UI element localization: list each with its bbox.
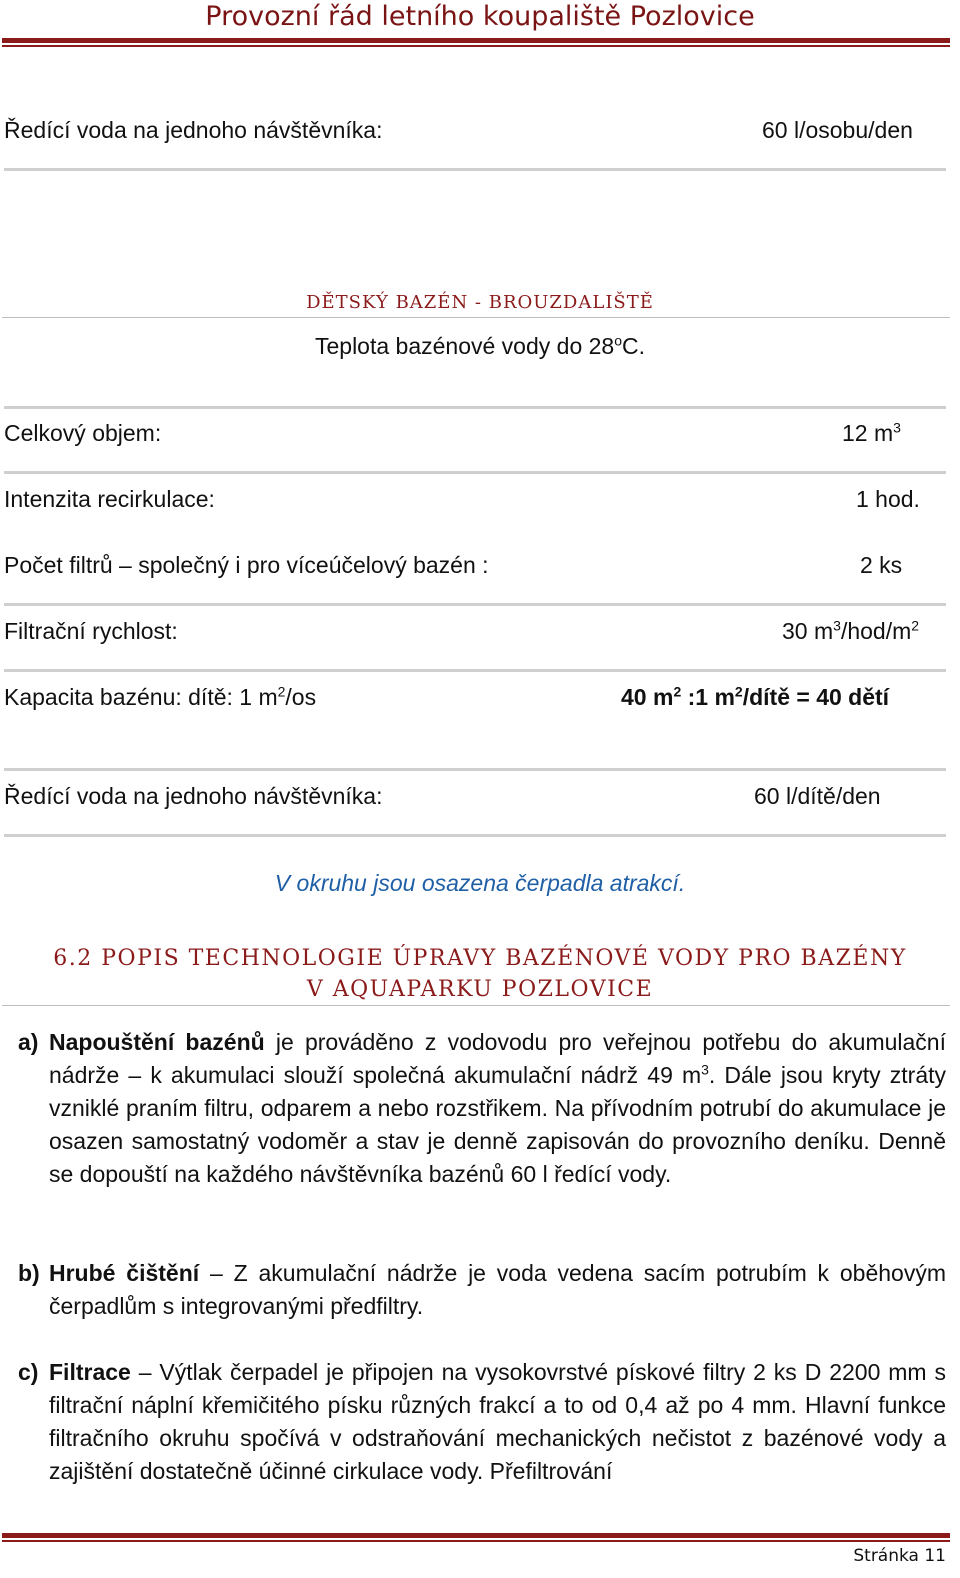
item-coarse-cleaning	[18, 1257, 946, 1323]
recirculation-label: Intenzita recirkulace:	[4, 486, 215, 512]
row-divider	[4, 168, 946, 171]
footer-rule	[2, 1533, 950, 1542]
row-divider	[4, 669, 946, 672]
row-divider	[4, 768, 946, 771]
dilution-value-kids: 60 l/dítě/den	[754, 783, 881, 809]
item-body: Filtrace – Výtlak čerpadel je připojen na vysokovrstvé pískové filtry 2 ks D 2200 mm s filtrační náplní křemičitého písku různých frakcí a to od 0,4 až po 4 mm. Hlavní funkce filtračního okruhu spočívá v odstraňování mechanických nečistot z bazénové vody a zajištění dostatečně účinné cirkulace vody. Přefiltrování	[49, 1359, 946, 1484]
row-divider	[4, 406, 946, 409]
item-filling	[18, 1026, 946, 1191]
filtration-speed-label: Filtrační rychlost:	[4, 618, 178, 644]
recirculation-value: 1 hod.	[856, 486, 920, 512]
water-temperature: Teplota bazénové vody do 28$^o$C.	[314, 332, 646, 359]
item-label: c)	[18, 1359, 39, 1385]
item-body: Hrubé čištění – Z akumulační nádrže je voda vedena sacím potrubím k oběhovým čerpadlům s integrovanými předfiltry.	[49, 1260, 946, 1319]
attractions-note: V okruhu jsou osazena čerpadla atrakcí.	[274, 870, 686, 896]
capacity-value: 40 $m^2$ :1 $m^2$/dítě = 40 dětí	[621, 683, 890, 710]
item-label: b)	[18, 1260, 40, 1286]
heading-underline	[2, 317, 950, 318]
page-header-title: Provozní řád letního koupaliště Pozlovice	[205, 1, 755, 32]
row-divider	[4, 471, 946, 474]
item-filtration	[18, 1356, 946, 1488]
volume-label: Celkový objem:	[4, 420, 162, 446]
section-underline	[2, 1005, 950, 1006]
header-rule	[2, 38, 950, 47]
filtration-speed-value: 30 $m^3/hod/m^2$	[782, 617, 920, 644]
dilution-label-top: Ředící voda na jednoho návštěvníka:	[4, 117, 383, 143]
row-divider	[4, 834, 946, 837]
dilution-label-kids: Ředící voda na jednoho návštěvníka:	[4, 783, 383, 809]
item-body: Napouštění bazénů je prováděno z vodovodu pro veřejnou potřebu do akumulační nádrže – k akumulaci slouží společná akumulační nádrž 49 $m^3$. Dále jsou kryty ztráty vzniklé praním filtru, odparem a nebo rozstřikem. Na přívodním potrubí do akumulace je osazen samostatný vodoměr a stav je denně zapisován do provozního deníku. Denně se dopouští na každého návštěvníka bazénů 60 l ředící vody.	[49, 1029, 946, 1187]
row-divider	[4, 603, 946, 606]
item-label: a)	[18, 1029, 39, 1055]
section-title-line1: 6.2 POPIS TECHNOLOGIE ÚPRAVY BAZÉNOVÉ VODY PRO BAZÉNY	[53, 946, 907, 971]
filters-label: Počet filtrů – společný i pro víceúčelový bazén :	[4, 552, 489, 578]
volume-value: 12 $m^3$	[842, 419, 901, 446]
page-number: Stránka 11	[853, 1546, 946, 1566]
kids-pool-heading: DĚTSKÝ BAZÉN - BROUZDALIŠTĚ	[306, 292, 654, 313]
capacity-label: Kapacita bazénu: dítě: 1 $m^2/os$	[4, 683, 317, 710]
section-title-line2: V AQUAPARKU POZLOVICE	[306, 977, 654, 1002]
dilution-value-top: 60 l/osobu/den	[762, 117, 913, 143]
filters-value: 2 ks	[860, 552, 903, 578]
